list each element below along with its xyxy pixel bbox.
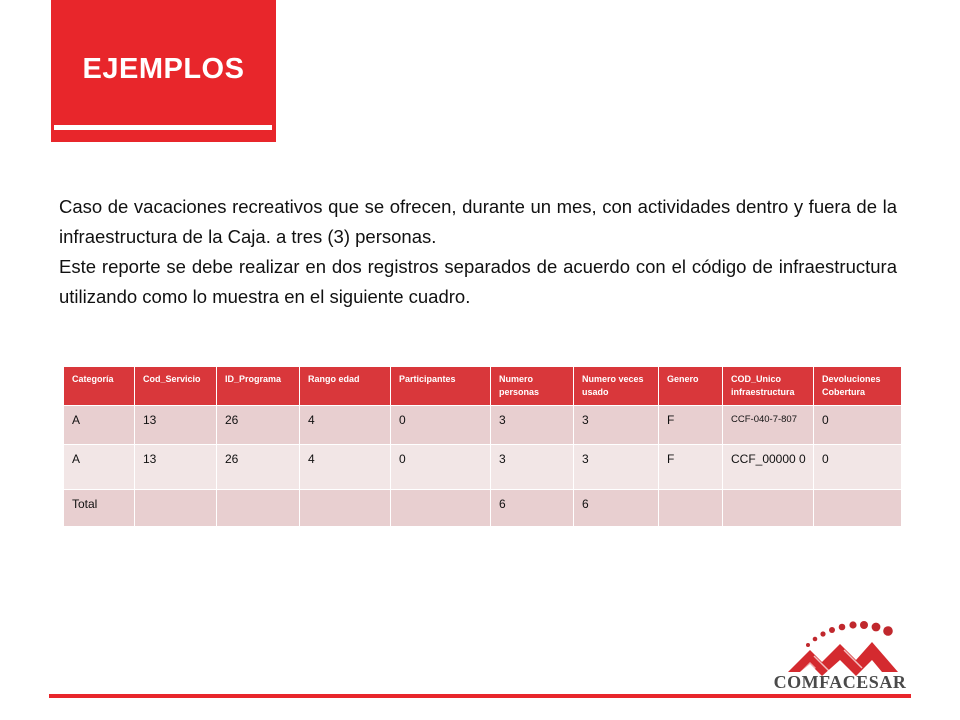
table-cell — [217, 490, 300, 527]
logo-text: COMFACESAR — [773, 672, 907, 692]
table-cell: 0 — [814, 406, 902, 445]
title-underline — [54, 125, 272, 130]
table-cell: 3 — [491, 406, 574, 445]
data-table — [63, 366, 902, 527]
table-header-row — [64, 367, 902, 406]
table-row-total — [64, 490, 902, 527]
table-cell: 4 — [300, 445, 391, 490]
header-cell: Participantes — [391, 367, 491, 406]
header-cell: Rango edad — [300, 367, 391, 406]
table-cell: 0 — [814, 445, 902, 490]
title-banner — [51, 0, 276, 142]
table-cell: F — [659, 445, 723, 490]
table-cell: CCF_00000 0 — [723, 445, 814, 490]
paragraph-2: Este reporte se debe realizar en dos registros separados de acuerdo con el código de infraestructura utilizando como lo muestra en el siguiente cuadro. — [59, 256, 897, 307]
table-cell: A — [64, 406, 135, 445]
table-cell — [135, 490, 217, 527]
table-cell: 13 — [135, 406, 217, 445]
table-cell: 26 — [217, 445, 300, 490]
table-cell — [659, 490, 723, 527]
page-title: EJEMPLOS — [82, 53, 245, 85]
comfacesar-logo — [770, 620, 910, 696]
body-text — [59, 192, 897, 312]
header-cell: Devoluciones Cobertura — [814, 367, 902, 406]
table-cell — [391, 490, 491, 527]
table-cell: Total — [64, 490, 135, 527]
table-cell: CCF-040-7-807 — [723, 406, 814, 445]
header-cell: ID_Programa — [217, 367, 300, 406]
footer-divider — [49, 694, 911, 698]
table-row — [64, 406, 902, 445]
logo-mark-icon — [770, 620, 910, 676]
table-cell — [814, 490, 902, 527]
table-cell — [723, 490, 814, 527]
table-cell: 6 — [491, 490, 574, 527]
header-cell: Categoría — [64, 367, 135, 406]
header-cell: Numero veces usado — [574, 367, 659, 406]
table-row — [64, 445, 902, 490]
paragraph-1: Caso de vacaciones recreativos que se ofrecen, durante un mes, con actividades dentro y fuera de la infraestructura de la Caja. a tres (3) personas. — [59, 196, 897, 247]
table-cell: 26 — [217, 406, 300, 445]
table-cell: 3 — [574, 445, 659, 490]
table-cell: 6 — [574, 490, 659, 527]
table-cell: 3 — [574, 406, 659, 445]
table-cell: 0 — [391, 445, 491, 490]
table-cell: 4 — [300, 406, 391, 445]
table-cell: F — [659, 406, 723, 445]
header-cell: Numero personas — [491, 367, 574, 406]
table-cell: 0 — [391, 406, 491, 445]
header-cell: COD_Unico infraestructura — [723, 367, 814, 406]
table-cell: 13 — [135, 445, 217, 490]
table-cell: 3 — [491, 445, 574, 490]
table-cell: A — [64, 445, 135, 490]
header-cell: Genero — [659, 367, 723, 406]
table-cell — [300, 490, 391, 527]
header-cell: Cod_Servicio — [135, 367, 217, 406]
